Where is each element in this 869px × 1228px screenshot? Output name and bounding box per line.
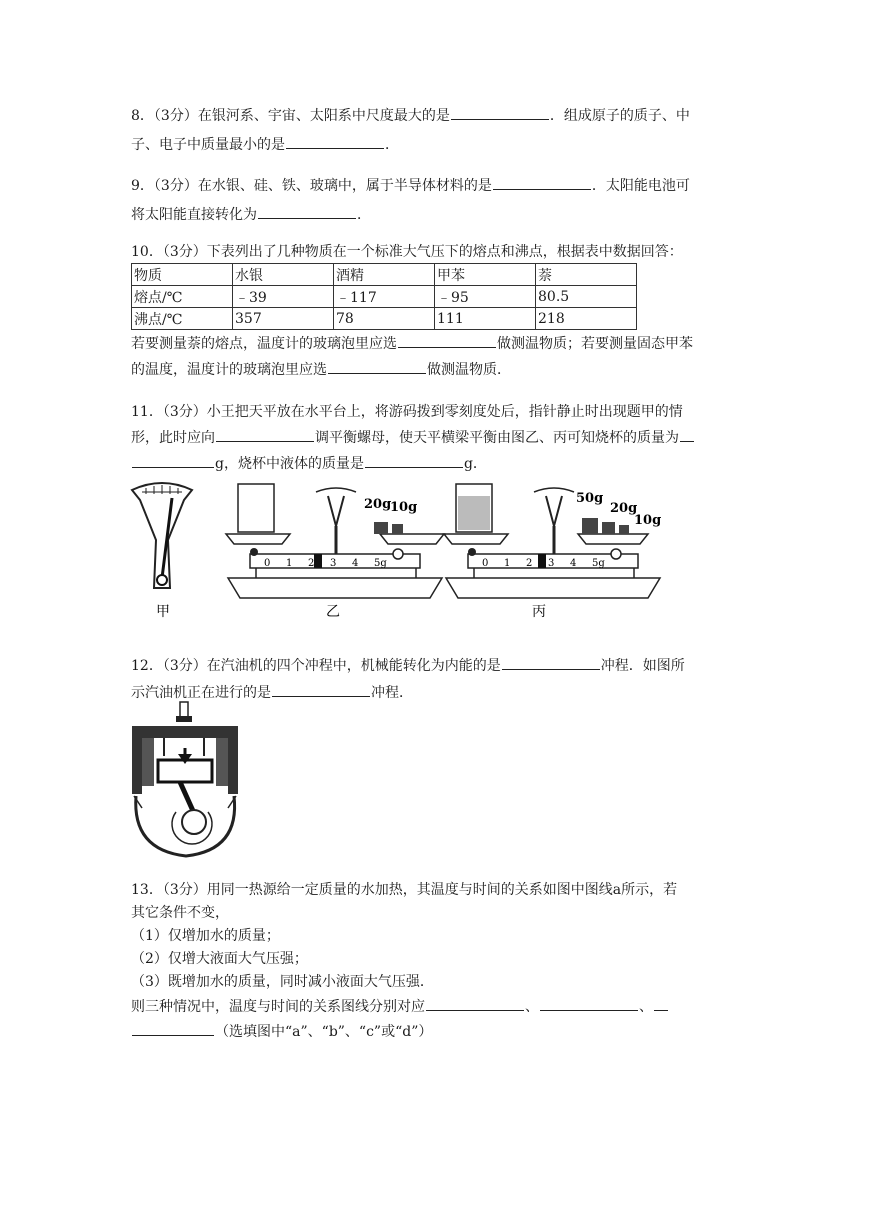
table-cell: 80.5 [536, 286, 637, 308]
scale-tick: 0 [482, 558, 489, 569]
scale-tick: 3 [330, 558, 337, 569]
q13-separator: 、 [525, 999, 539, 1015]
q12-text: 12．（3分）在汽油机的四个冲程中，机械能转化为内能的是 [131, 658, 501, 674]
q10-intro: 10．（3分）下表列出了几种物质在一个标准大气压下的熔点和沸点，根据表中数据回答： [131, 244, 683, 260]
table-cell: 357 [233, 308, 334, 330]
table-cell: 熔点/℃ [132, 286, 233, 308]
scale-tick: 0 [264, 558, 271, 569]
q9-text: 9．（3分）在水银、硅、铁、玻璃中，属于半导体材料的是 [131, 178, 492, 194]
answer-blank[interactable] [328, 358, 426, 374]
q11-text: 11．（3分）小王把天平放在水平台上，将游码拨到零刻度处后，指针静止时出现题甲的情 [131, 404, 683, 420]
answer-blank[interactable] [493, 174, 591, 190]
answer-blank[interactable] [451, 104, 549, 120]
answer-blank[interactable] [680, 426, 694, 442]
q8-text: ． [385, 137, 399, 153]
caption-bing: 丙 [532, 604, 546, 620]
q10-text: 若要测量萘的熔点，温度计的玻璃泡里应选 [131, 336, 397, 352]
table-cell: 78 [334, 308, 435, 330]
engine-figure-svg [128, 700, 244, 860]
caption-jia: 甲 [156, 604, 170, 620]
question-9 [131, 174, 741, 227]
table-cell: 甲苯 [435, 264, 536, 286]
balance-figure [128, 478, 668, 626]
answer-blank[interactable] [272, 681, 370, 697]
q12-text: 冲程． [371, 685, 413, 701]
answer-blank[interactable] [426, 995, 524, 1011]
table-cell: 萘 [536, 264, 637, 286]
answer-blank[interactable] [654, 995, 668, 1011]
answer-blank[interactable] [132, 1020, 214, 1036]
question-8 [131, 104, 741, 157]
q13-item: （1）仅增加水的质量； [131, 928, 280, 944]
table-cell: 物质 [132, 264, 233, 286]
q12-text: 冲程．如图所 [600, 658, 685, 674]
q8-text: ．组成原子的质子、中 [549, 108, 690, 124]
scale-tick: 4 [352, 558, 359, 569]
table-cell: 218 [536, 308, 637, 330]
answer-blank[interactable] [216, 426, 314, 442]
caption-yi: 乙 [326, 604, 340, 620]
question-12 [131, 654, 741, 705]
q8-text: 8．（3分）在银河系、宇宙、太阳系中尺度最大的是 [131, 108, 450, 124]
scale-tick: 2 [526, 558, 533, 569]
answer-blank[interactable] [502, 654, 600, 670]
q9-text: ．太阳能电池可 [591, 178, 690, 194]
q13-text: 13．（3分）用同一热源给一定质量的水加热，其温度与时间的关系如图中图线a所示，若 [131, 882, 678, 898]
q8-text: 子、电子中质量最小的是 [131, 137, 285, 153]
scale-tick: 5g [592, 558, 605, 569]
q12-text: 示汽油机正在进行的是 [131, 685, 271, 701]
pointer-gauge [132, 483, 192, 588]
scale-tick: 5g [374, 558, 387, 569]
melting-boiling-table [131, 263, 637, 330]
question-11 [131, 401, 741, 476]
balance-yi [226, 484, 444, 598]
answer-blank[interactable] [258, 203, 356, 219]
scale-tick: 2 [308, 558, 315, 569]
answer-blank[interactable] [286, 133, 384, 149]
q11-text: 调平衡螺母，使天平横梁平衡由图乙、丙可知烧杯的质量为 [315, 430, 679, 446]
weight-label: 10g [390, 500, 418, 515]
q10-text: 做测温物质；若要测量固态甲苯 [497, 336, 693, 352]
q9-text: 将太阳能直接转化为 [131, 207, 257, 223]
table-cell: ﹣117 [334, 286, 435, 308]
scale-tick: 1 [286, 558, 293, 569]
table-cell: 沸点/℃ [132, 308, 233, 330]
table-cell: 水银 [233, 264, 334, 286]
answer-blank[interactable] [398, 332, 496, 348]
question-13 [131, 879, 741, 1044]
question-10-intro [131, 241, 741, 264]
weight-label: 10g [634, 513, 662, 528]
q13-item: （3）既增加水的质量，同时减小液面大气压强． [131, 974, 434, 990]
answer-blank[interactable] [540, 995, 638, 1011]
engine-figure [128, 700, 244, 860]
scale-tick: 4 [570, 558, 577, 569]
table-row [132, 308, 637, 330]
table-cell: ﹣95 [435, 286, 536, 308]
balance-figure-svg [128, 478, 668, 626]
scale-tick: 1 [504, 558, 511, 569]
weight-label: 20g [364, 497, 392, 512]
q11-text: g，烧杯中液体的质量是 [215, 456, 364, 472]
question-10-body [131, 332, 741, 382]
q13-text: （选填图中“a”、“b”、“c”或“d”） [215, 1024, 433, 1040]
answer-blank[interactable] [365, 452, 463, 468]
q9-text: ． [357, 207, 371, 223]
q13-text: 则三种情况中，温度与时间的关系图线分别对应 [131, 999, 425, 1015]
q11-text: 形，此时应向 [131, 430, 215, 446]
q13-text: 其它条件不变， [131, 905, 229, 921]
table-cell: 111 [435, 308, 536, 330]
q10-text: 做测温物质． [427, 362, 511, 378]
table-cell: ﹣39 [233, 286, 334, 308]
q13-separator: 、 [639, 999, 653, 1015]
weight-label: 50g [576, 491, 604, 506]
table-row [132, 286, 637, 308]
weight-label: 20g [610, 501, 638, 516]
balance-bing [444, 484, 661, 598]
q11-text: g． [463, 456, 487, 472]
table-cell: 酒精 [334, 264, 435, 286]
table-header-row [132, 264, 637, 286]
q10-text: 的温度，温度计的玻璃泡里应选 [131, 362, 327, 378]
scale-tick: 3 [548, 558, 555, 569]
answer-blank[interactable] [132, 452, 214, 468]
q13-item: （2）仅增大液面大气压强； [131, 951, 308, 967]
